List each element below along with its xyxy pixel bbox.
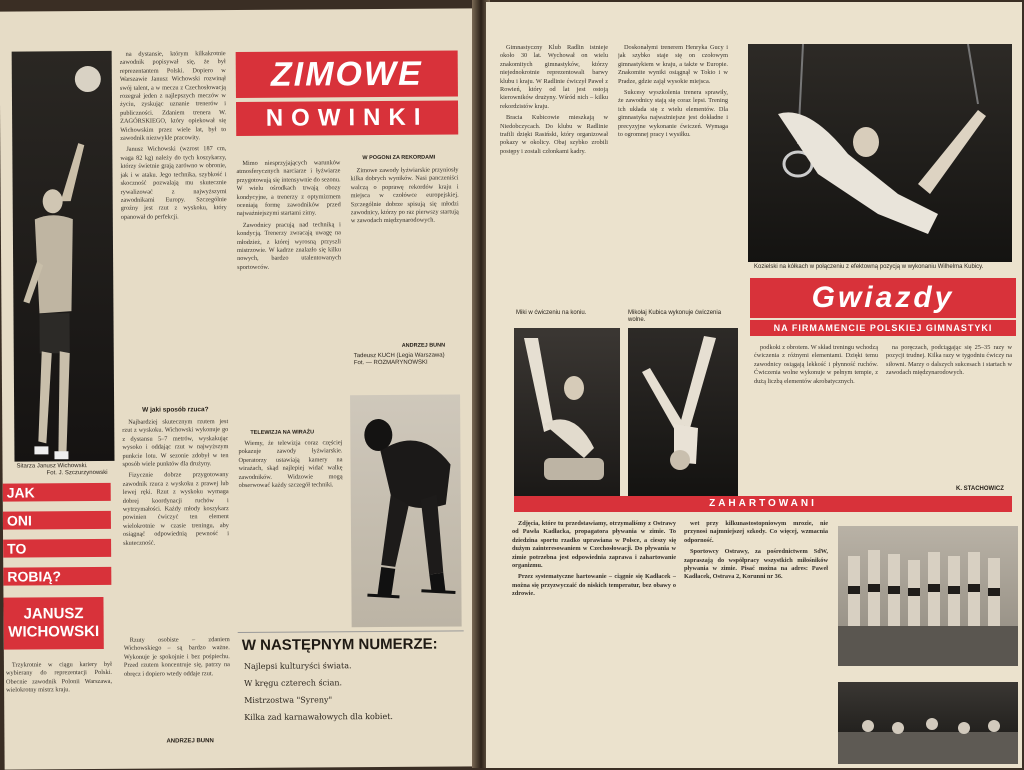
next-issue-title: W NASTĘPNYM NUMERZE: xyxy=(241,635,438,654)
paragraph: Wiemy, że telewizja coraz częściej pokazuje zawody łyżwiarskie. Operatorzy ustawiają kamery na wirażach, skąd najlepiej widać walkę zawodników. Widzowie mogą obserwować każdy szczegół techniki. xyxy=(238,439,343,490)
series-label-robia: ROBIĄ? xyxy=(3,567,111,586)
basketball-player-photo xyxy=(12,51,115,462)
paragraph: Trzykrotnie w ciągu kariery był wybierany do reprezentacji Polski. Obecnie zawodnik Polonii Warszawa, wielokrotny mistrz kraju. xyxy=(5,660,113,694)
next-issue-item: Najlepsi kulturyści świata. xyxy=(243,661,352,671)
gwiazdy-column-2 xyxy=(886,344,1012,478)
gwiazdy-subtitle: NA FIRMAMENCIE POLSKIEJ GIMNASTYKI xyxy=(750,320,1016,336)
article-column-2 xyxy=(124,636,231,737)
speed-skater-photo xyxy=(350,394,462,627)
next-issue-item: W kręgu czterech ścian. xyxy=(244,678,343,688)
photo-caption xyxy=(17,463,117,478)
paragraph: Sukcesy wyszkolenia trenera sprawiły, że zawodnicy stają się coraz lepsi. Trening ich układa się z wielu elementów. Dla gimnastyka najważniejsze jest dokładne i precyzyjne wykonanie ćwiczeń. Wymaga to ogromnej pracy i wysiłku. xyxy=(618,89,728,139)
speed-skater-figure xyxy=(350,394,462,627)
gwiazdy-author: K. STACHOWICZ xyxy=(956,486,1004,492)
floor-exercise-photo xyxy=(628,328,738,496)
paragraph: na poręczach, podciągając się 25–35 razy w pozycji trudnej. Kilka razy w tygodniu ćwiczy na siłowni. Marzy o dalszych sukcesach i startach w zawodach międzynarodowych. xyxy=(886,344,1012,377)
zimowe-title: ZIMOWE xyxy=(236,50,458,98)
paragraph: Mimo niesprzyjających warunków atmosferycznych narciarze i łyżwiarze przygotowują się intensywnie do sezonu. W wielu ośrodkach trwają obozy kondycyjne, a trenerzy z optymizmem oceniają formę zawodników przed najważniejszymi startami zimy. xyxy=(236,159,341,218)
zimowe-author: ANDRZEJ BUNN xyxy=(401,342,446,349)
pommel-photo-caption: Miki w ćwiczeniu na koniu. xyxy=(516,310,587,316)
paragraph: Fizycznie dobrze przygotowany zawodnik rzuca z wyskoku z prawej lub lewej ręki. Rzut z wyskoku wymaga dobrej koordynacji ruchów i wytrzymałości. Każdy młody koszykarz powinien ćwiczyć ten element wielokrotnie w czasie treningu, aby osiągnąć odpowiednią pewność i skuteczność. xyxy=(122,471,230,547)
paragraph: Najbardziej skutecznym rzutem jest rzut z wyskoku. Wichowski wykonuje go z dystansu 5–7 metrów, wyskakując wysoko i oddając rzut w najwyższym punkcie lotu. W sezonie zdobył w ten sposób wiele punktów dla drużyny. xyxy=(122,418,229,468)
rings-gymnast-photo xyxy=(748,44,1012,262)
paragraph: wet przy kilkunastostopniowym mrozie, nie przynosi najmniejszej szkody. Co więcej, wzmacnia odporność. xyxy=(684,520,828,544)
zahartowani-column-2 xyxy=(684,520,828,760)
zimowe-column-1b xyxy=(238,439,343,620)
caption-credit: Fot. J. Szczurzynowski xyxy=(46,469,108,477)
credit-line: Fot. — ROZMARYNOWSKI xyxy=(353,359,428,367)
floor-exercise-figure xyxy=(628,328,738,496)
author-signature: ANDRZEJ BUNN xyxy=(166,738,214,745)
left-page xyxy=(0,8,479,769)
section-subheading: W jaki sposób rzuca? xyxy=(142,406,209,414)
paragraph: Rzuty osobiste – zdaniem Wichowskiego – są bardzo ważne. Wykonuje je spokojnie i bez pośpiechu. Przed rzutem koncentruje się, patrzy na obręcz i dopiero wtedy oddaje rzut. xyxy=(123,636,230,678)
floor-photo-caption: Mikołaj Kubica wykonuje ćwiczenia wolne. xyxy=(628,310,722,323)
zahartowani-title: ZAHARTOWANI xyxy=(514,496,1012,512)
swimmers-group-figure xyxy=(838,526,1018,666)
zimowe-subheading: TELEWIZJA NA WIRAŻU xyxy=(250,429,315,436)
series-label-to: TO xyxy=(3,539,111,558)
series-label-jak: JAK xyxy=(3,483,111,502)
right-page xyxy=(486,2,1022,768)
pommel-horse-figure xyxy=(514,328,620,496)
sidebar-text xyxy=(6,661,113,754)
gym-column-1 xyxy=(500,44,608,316)
ice-water-swimmers-photo xyxy=(838,682,1018,764)
zimowe-column-2 xyxy=(350,166,459,343)
caption-line: Sitarza Janusz Wichowski. xyxy=(16,463,88,470)
gym-column-2 xyxy=(618,44,728,316)
rings-gymnast-figure xyxy=(748,44,1012,262)
zimowe-col2-heading: W POGONI ZA REKORDAMI xyxy=(362,154,436,162)
next-issue-item: Kilka zad karnawałowych dla kobiet. xyxy=(244,711,393,722)
article-column-1b xyxy=(122,418,229,629)
paragraph: podkoki z obrotem. W skład treningu wchodzą ćwiczenia z różnymi elementami. Dzięki temu zawodnicy osiągają lekkość i płynność ruchów. Ćwiczenia wolne wykonuje w pełnym tempie, z dużą liczbą elementów akrobatycznych. xyxy=(754,344,878,385)
paragraph: Gimnastyczny Klub Radlin istnieje około 30 lat. Wychował on wielu znakomitych gimnastyków, którzy niejednokrotnie reprezentowali barwy klubu i kraju. W Radlinie ćwiczył Paweł z Rowień, który od lat jest ostoją kierowników drużyny. Wśród nich – kilku rekordzistów kraju. xyxy=(500,44,608,110)
paragraph: Zawodnicy pracują nad techniką i kondycją. Trenerzy zwracają uwagę na młodzież, z której wyrosną przyszli mistrzowie. W kadrze znalazło się kilku nowych, bardzo utalentowanych sportowców. xyxy=(236,221,342,271)
basketball-player-figure xyxy=(12,51,115,462)
next-issue-item: Mistrzostwa "Syreny" xyxy=(244,695,333,705)
paragraph: Sportowcy Ostrawy, za pośrednictwem SdW, zapraszają do współpracy wszystkich miłośników pływania w zimie. Pisać można na adres: Paweł Kadłacek, Ostrava 2, Korunni nr 36. xyxy=(684,548,828,581)
zimowe-credit xyxy=(354,352,462,367)
nowinki-title: NOWINKI xyxy=(236,100,458,136)
credit-line: Tadeusz KUCH (Legia Warszawa) xyxy=(353,352,445,360)
paragraph: Zimowe zawody łyżwiarskie przyniosły kilka dobrych wyników. Nasi panczeniści walczą o poprawę rekordów kraju i miejsca w czołówce europejskiej. Szczególnie dobrze spisują się młodzi zawodnicy, którzy po raz pierwszy startują w zawodach międzynarodowych. xyxy=(350,166,459,225)
paragraph: Doskonałymi trenerem Henryka Gucy i jak szybko staje się on czołowym gimnastykiem w kraju, a także w Europie. Znakomite wyniki osiągnął w Tokio i w Pradze, gdzie zajął wysokie miejsca. xyxy=(618,44,728,85)
paragraph: Przez systematyczne hartowanie – ciągnie się Kadłacek – można się przyzwyczaić do niskich temperatur, bez obawy o zdrowie. xyxy=(512,573,676,598)
ice-water-figure xyxy=(838,682,1018,764)
paragraph: Janusz Wichowski (wzrost 187 cm, waga 82 kg) należy do tych koszykarzy, którzy świetnie grają zarówno w obronie, jak i w ataku. Jego technika, szybkość i skoczność pozwalają mu skutecznie rywalizować z najwyższymi zawodnikami Europy. Szczególnie groźny jest rzut z wyskoku, który opanował do perfekcji. xyxy=(120,145,227,221)
pommel-horse-photo xyxy=(514,328,620,496)
player-name-banner: JANUSZ WICHOWSKI xyxy=(3,597,103,650)
zimowe-column-1 xyxy=(236,159,342,430)
next-issue-box xyxy=(238,630,465,761)
paragraph: na dystansie, którym kilkakrotnie zawodnik popisywał się, że był reprezentantem Polski. Dopiero w Warszawie Janusz Wichowski rozwinął swój talent, a w meczu z Czechosłowacją rozegrał jeden z najlepszych meczów w życiu, zyskując uznanie trenerów i publiczności. Zdaniem trenera W. ZAGÓRSKIEGO, który opiekował się Wichowskim przez wiele lat, był to zawodnik niezwykle pracowity. xyxy=(119,50,227,142)
series-label-oni: ONI xyxy=(3,511,111,530)
winter-swimmers-group-photo xyxy=(838,526,1018,666)
paragraph: Zdjęcia, które tu przedstawiamy, otrzymaliśmy z Ostrawy od Pawła Kadłacka, propagatora pływania w zimie. To dziedzina sportu rzadko uprawiana w Polsce, a cieszy się dużym zainteresowaniem w Czechosłowacji. Do pływania w zimie potrzebna jest odpowiednia zaprawa i zahartowanie organizmu. xyxy=(512,520,676,570)
paragraph: Bracia Kubicowie mieszkają w Niedobczycach. Do klubu w Radlinie trafili dzięki Rasiński, który organizował pokazy w okolicy. Obaj szybko zrobili postępy i zostali członkami kadry. xyxy=(500,114,608,155)
gwiazdy-column-1 xyxy=(754,344,878,486)
rings-photo-caption: Kozielski na kółkach w połączeniu z efektowną pozycją w wykonaniu Wilhelma Kubicy. xyxy=(754,264,984,270)
gwiazdy-title: Gwiazdy xyxy=(750,278,1016,318)
zahartowani-column-1 xyxy=(512,520,676,760)
article-column-1 xyxy=(120,50,228,401)
